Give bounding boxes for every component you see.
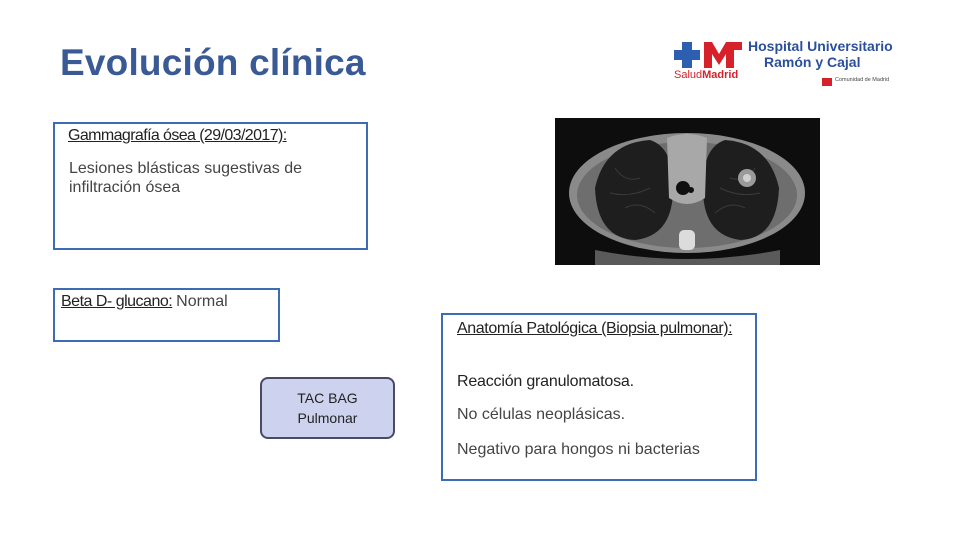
- hospital-name-line1: Hospital Universitario: [748, 38, 893, 54]
- hospital-logo: [670, 36, 900, 90]
- gammagrafia-heading: Gammagrafía ósea (29/03/2017):: [68, 127, 287, 144]
- beta-glucano-box: [53, 288, 280, 342]
- anatomia-box: [441, 313, 757, 481]
- saludmadrid-wordmark: SaludMadrid: [674, 69, 739, 81]
- comunidad-label: Comunidad de Madrid: [835, 77, 890, 83]
- anatomia-heading: Anatomía Patológica (Biopsia pulmonar):: [457, 320, 733, 337]
- tac-line2: Pulmonar: [297, 410, 358, 426]
- anatomia-finding-1: Reacción granulomatosa.: [457, 373, 634, 390]
- tac-bag-label: [260, 377, 395, 439]
- beta-glucano-value: Normal: [176, 293, 228, 310]
- slide-title: Evolución clínica: [60, 42, 366, 83]
- beta-glucano-heading: Beta D- glucano:: [61, 293, 173, 310]
- gammagrafia-box: [53, 122, 368, 250]
- comunidad-flag-icon: [822, 78, 832, 86]
- ct-scan-drawing: [555, 118, 820, 265]
- ct-scan-image: [555, 118, 820, 265]
- hospital-name-line2: Ramón y Cajal: [764, 54, 861, 70]
- tac-line1: TAC BAG: [297, 390, 358, 406]
- anatomia-finding-3: Negativo para hongos ni bacterias: [457, 441, 700, 458]
- anatomia-finding-2: No células neoplásicas.: [457, 406, 626, 423]
- gammagrafia-body: Lesiones blásticas sugestivas de infiltración ósea: [69, 160, 303, 196]
- beta-glucano-line: [61, 293, 228, 311]
